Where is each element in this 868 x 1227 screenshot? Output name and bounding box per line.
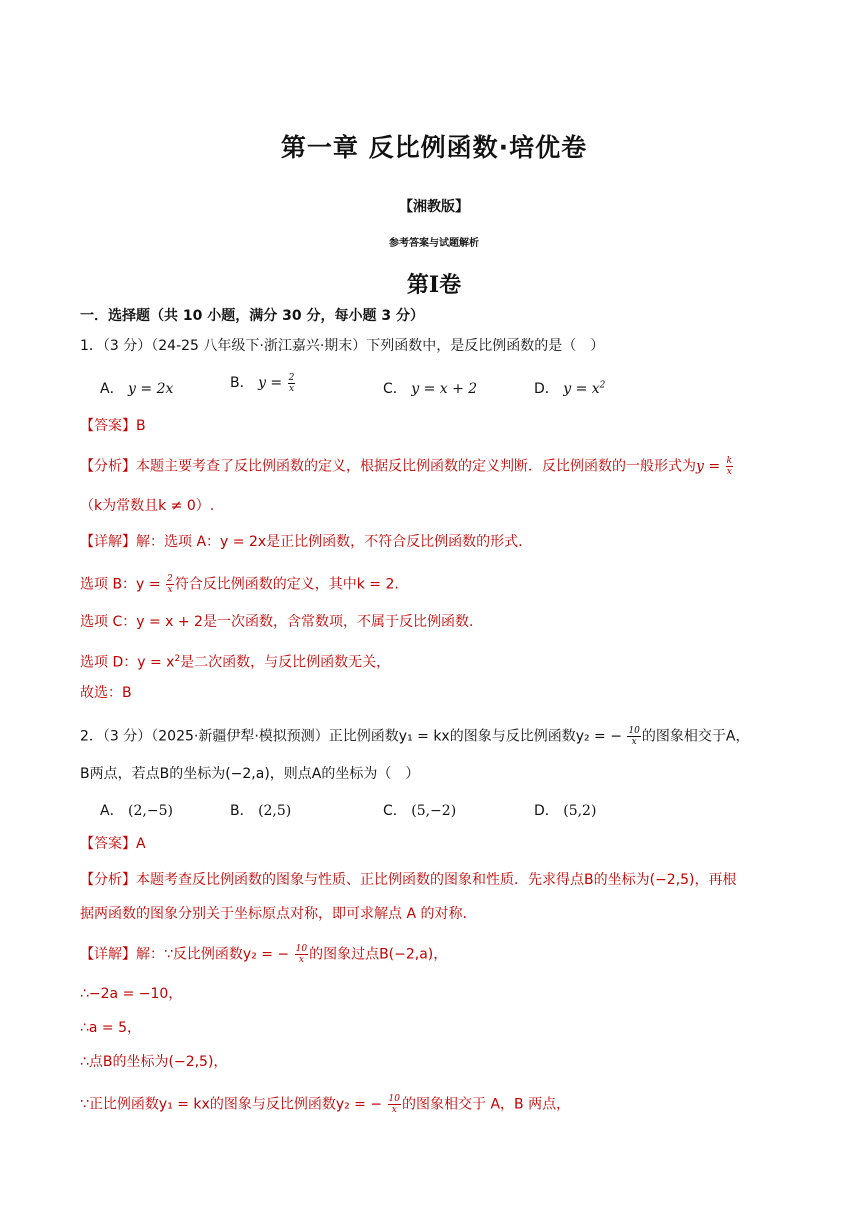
fraction-numerator: k — [726, 456, 733, 466]
volume-heading: 第Ⅰ卷 — [406, 272, 462, 298]
fraction-denominator: x — [298, 955, 304, 965]
detail-text: 是二次函数，与反比例函数无关， — [180, 654, 391, 671]
option-value: (5,2) — [563, 803, 597, 819]
analysis-text: 本题主要考查了反比例函数的定义，根据反比例函数的定义判断．反比例函数的一般形式为 — [136, 458, 696, 475]
q1-option-c — [383, 378, 477, 398]
fraction — [295, 944, 308, 965]
stem-text: 的图象相交于A， — [641, 728, 750, 745]
analysis-tag: 【分析】 — [80, 458, 136, 475]
q2-option-a — [100, 800, 173, 820]
fraction — [388, 1094, 401, 1115]
fraction — [288, 373, 296, 394]
exponent: 2 — [174, 654, 181, 664]
edition-label: 【湘教版】 — [399, 199, 469, 215]
q2-analysis-line2: 据两函数的图象分别关于坐标原点对称，即可求解点 A 的对称. — [80, 906, 467, 922]
option-label: C． — [383, 381, 407, 397]
detail-text: ∵正比例函数y₁ = kx的图象与反比例函数y₂ = − — [80, 1096, 383, 1113]
fraction-denominator: x — [167, 585, 173, 595]
fraction-denominator: x — [631, 737, 637, 747]
q1-choice: 故选：B — [80, 685, 132, 701]
option-label: C． — [383, 803, 407, 819]
q1-detail-a — [80, 532, 808, 552]
q2-option-b — [230, 800, 291, 820]
q2-stem — [80, 726, 808, 747]
detail-text: 选项 D：y = x — [80, 654, 175, 671]
option-math: y = 2x — [128, 381, 174, 397]
detail-text: 的图象过点B(−2,a)， — [309, 946, 448, 963]
fraction-numerator: 2 — [166, 574, 173, 584]
q2-option-d — [534, 800, 596, 820]
q2-analysis-line1: 【分析】本题考查反比例函数的图象与性质、正比例函数的图象和性质．先求得点B的坐标为(−2,5)，再根 — [80, 872, 737, 888]
fraction-denominator: x — [288, 383, 295, 394]
detail-text: 符合反比例函数的定义，其中k = 2. — [174, 576, 399, 593]
option-label: A． — [100, 803, 124, 819]
option-label: D． — [534, 803, 559, 819]
q2-step-2: ∴a = 5， — [80, 1020, 142, 1036]
q1-detail-c: 选项 C：y = x + 2是一次函数，含常数项，不属于反比例函数. — [80, 614, 474, 630]
fraction-numerator: 10 — [628, 726, 640, 736]
fraction-denominator: x — [391, 1105, 397, 1115]
q1-detail-d — [80, 649, 808, 673]
option-label: A． — [100, 381, 124, 397]
page-title: 第一章 反比例函数·培优卷 — [280, 133, 588, 162]
option-math: y = x + 2 — [411, 381, 478, 397]
fraction-numerator: 2 — [288, 372, 295, 383]
detail-text: 【详解】解：∵反比例函数y₂ = − — [80, 946, 290, 963]
option-label: B． — [230, 375, 254, 391]
q2-step-1: ∴−2a = −10， — [80, 986, 183, 1002]
analysis-math: y = — [696, 458, 721, 475]
detail-text: 选项 B：y = — [80, 576, 161, 593]
detail-tag: 【详解】 — [80, 534, 136, 550]
q2-step-3: ∴点B的坐标为(−2,5)， — [80, 1054, 228, 1070]
fraction-numerator: 10 — [388, 1094, 400, 1104]
q1-analysis-cont: （k为常数且k ≠ 0）. — [80, 498, 215, 514]
option-label: B． — [230, 803, 254, 819]
detail-text: 解：选项 A：y = 2x是正比例函数，不符合反比例函数的形式. — [136, 534, 523, 550]
option-math: y = — [258, 375, 283, 391]
option-label: D． — [534, 381, 559, 397]
q1-option-b — [230, 372, 296, 394]
q2-step-4 — [80, 1094, 808, 1115]
exponent: 2 — [599, 380, 606, 391]
q2-stem-line2: B两点，若点B的坐标为(−2,a)，则点A的坐标为（ ） — [80, 766, 420, 782]
section-heading: 一．选择题（共 10 小题，满分 30 分，每小题 3 分） — [80, 308, 424, 324]
q1-stem: 1．（3 分）（24-25 八年级下·浙江嘉兴·期末）下列函数中，是反比例函数的是（ ） — [80, 338, 605, 354]
fraction — [726, 456, 733, 477]
option-value: (2,−5) — [128, 803, 173, 819]
q2-answer: 【答案】A — [80, 836, 146, 852]
q1-analysis — [80, 456, 808, 477]
q2-option-c — [383, 800, 456, 820]
fraction-denominator: x — [726, 467, 732, 477]
q2-detail — [80, 944, 808, 965]
fraction — [627, 726, 640, 747]
fraction — [166, 574, 174, 595]
q1-answer: 【答案】B — [80, 418, 146, 434]
stem-text: 2．（3 分）（2025·新疆伊犁·模拟预测）正比例函数y₁ = kx的图象与反比例函数y₂ = − — [80, 728, 622, 745]
subtitle: 参考答案与试题解析 — [389, 238, 479, 249]
q1-option-a — [100, 378, 173, 398]
detail-text: 的图象相交于 A，B 两点， — [402, 1096, 571, 1113]
fraction-numerator: 10 — [295, 944, 308, 954]
option-math: y = x — [563, 381, 600, 397]
q1-option-d — [534, 378, 605, 398]
option-value: (5,−2) — [411, 803, 457, 819]
option-value: (2,5) — [258, 803, 292, 819]
q1-detail-b — [80, 574, 808, 595]
